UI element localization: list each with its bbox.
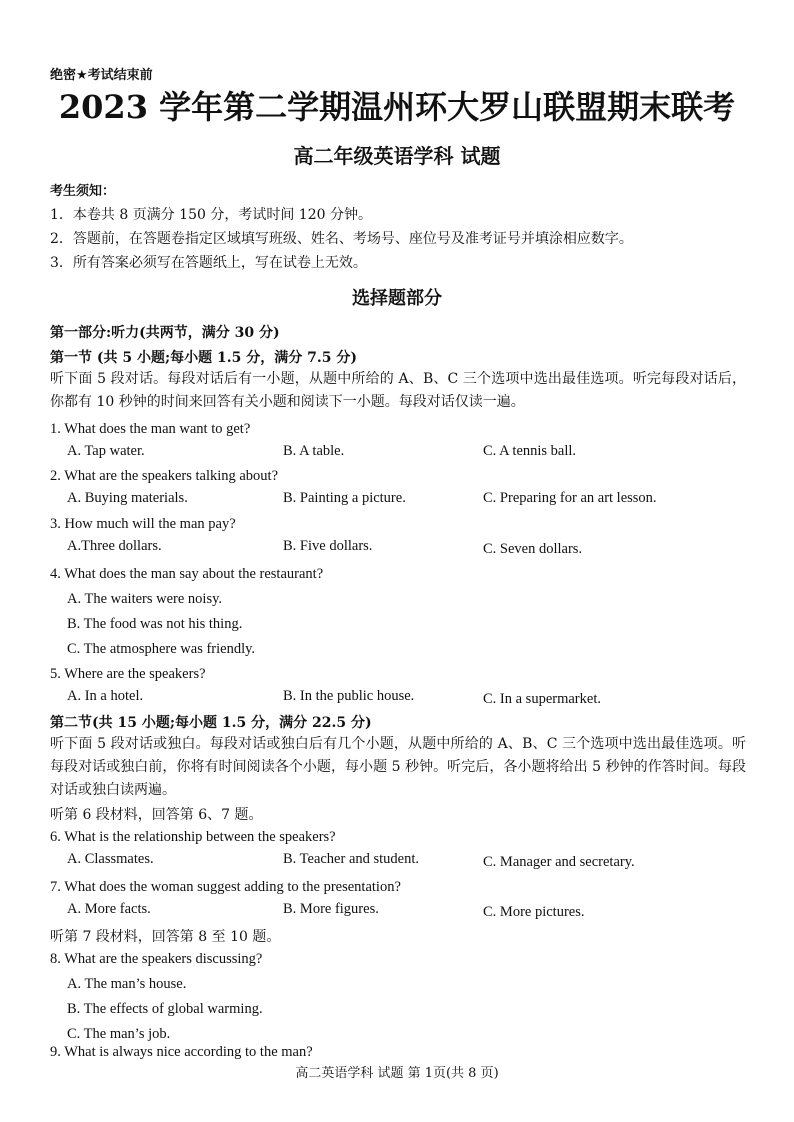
part1-heading: 第一部分:听力(共两节，满分 30 分) — [50, 325, 280, 341]
page-footer: 高二英语学科 试题 第 1页(共 8 页) — [295, 1066, 499, 1081]
question-4-stem: 4. What does the man say about the restaurant? — [50, 566, 324, 582]
question-2-stem: 2. What are the speakers talking about? — [50, 468, 279, 484]
question-5-stem: 5. Where are the speakers? — [50, 666, 206, 682]
question-3-option-c: C. Seven dollars. — [483, 541, 583, 557]
question-4-option-a: A. The waiters were noisy. — [67, 591, 223, 607]
question-4-option-b: B. The food was not his thing. — [67, 616, 243, 632]
section2-instructions: 听下面 5 段对话或独白。每段对话或独白后有几个小题，从题中所给的 A、B、C 三个选项中选出最佳选项。听每段对话或独白前，你将有时间阅读各个小题，每小题 5 秒钟。听完后，各小题将给出 5 秒钟的作答时间。每段对话或独白读两遍。 — [50, 736, 746, 798]
section2-heading: 第二节(共 15 小题;每小题 1.5 分，满分 22.5 分) — [50, 715, 372, 731]
question-7-option-c: C. More pictures. — [483, 904, 585, 920]
question-6-option-b: B. Teacher and student. — [283, 851, 420, 867]
notice-item: 2．答题前，在答题卷指定区域填写班级、姓名、考场号、座位号及准考证号并填涂相应数字。 — [50, 231, 633, 247]
question-1-option-a: A. Tap water. — [67, 443, 145, 459]
notice-item: 3．所有答案必须写在答题纸上，写在试卷上无效。 — [50, 255, 367, 271]
question-4-option-c: C. The atmosphere was friendly. — [67, 641, 256, 657]
question-2-option-b: B. Painting a picture. — [283, 490, 406, 506]
question-7-option-a: A. More facts. — [67, 901, 151, 917]
question-3-option-a: A.Three dollars. — [67, 538, 162, 554]
question-6-option-a: A. Classmates. — [67, 851, 154, 867]
section1-heading: 第一节 (共 5 小题;每小题 1.5 分，满分 7.5 分) — [50, 350, 357, 366]
question-7-stem: 7. What does the woman suggest adding to the presentation? — [50, 879, 401, 895]
notice-heading: 考生须知： — [50, 184, 116, 199]
question-1-option-c: C. A tennis ball. — [483, 443, 577, 459]
question-8-option-b: B. The effects of global warming. — [67, 1001, 263, 1017]
question-9-stem: 9. What is always nice according to the man? — [50, 1044, 313, 1060]
section-title: 选择题部分 — [352, 288, 442, 309]
confidential-label: 绝密★考试结束前 — [50, 68, 153, 83]
question-5-option-b: B. In the public house. — [283, 688, 415, 704]
question-8-stem: 8. What are the speakers discussing? — [50, 951, 263, 967]
question-3-stem: 3. How much will the man pay? — [50, 516, 236, 532]
question-5-option-a: A. In a hotel. — [67, 688, 144, 704]
question-3-option-b: B. Five dollars. — [283, 538, 373, 554]
question-6-stem: 6. What is the relationship between the speakers? — [50, 829, 336, 845]
question-2-option-c: C. Preparing for an art lesson. — [483, 490, 657, 506]
question-8-option-c: C. The man’s job. — [67, 1026, 171, 1042]
question-7-option-b: B. More figures. — [283, 901, 379, 917]
material-7-note: 听第 7 段材料，回答第 8 至 10 题。 — [50, 929, 281, 945]
question-2-option-a: A. Buying materials. — [67, 490, 188, 506]
question-1-stem: 1. What does the man want to get? — [50, 421, 251, 437]
question-1-option-b: B. A table. — [283, 443, 345, 459]
notice-item: 1．本卷共 8 页满分 150 分，考试时间 120 分钟。 — [50, 207, 372, 223]
material-6-note: 听第 6 段材料，回答第 6、7 题。 — [50, 807, 263, 823]
question-5-option-c: C. In a supermarket. — [483, 691, 601, 707]
question-6-option-c: C. Manager and secretary. — [483, 854, 635, 870]
question-8-option-a: A. The man’s house. — [67, 976, 187, 992]
exam-title: 2023 学年第二学期温州环大罗山联盟期末联考 — [58, 88, 736, 126]
exam-subtitle: 高二年级英语学科 试题 — [293, 144, 501, 168]
section1-instructions: 听下面 5 段对话。每段对话后有一小题，从题中所给的 A、B、C 三个选项中选出最佳选项。听完每段对话后，你都有 10 秒钟的时间来回答有关小题和阅读下一小题。每段对话仅读一遍。 — [50, 371, 746, 410]
